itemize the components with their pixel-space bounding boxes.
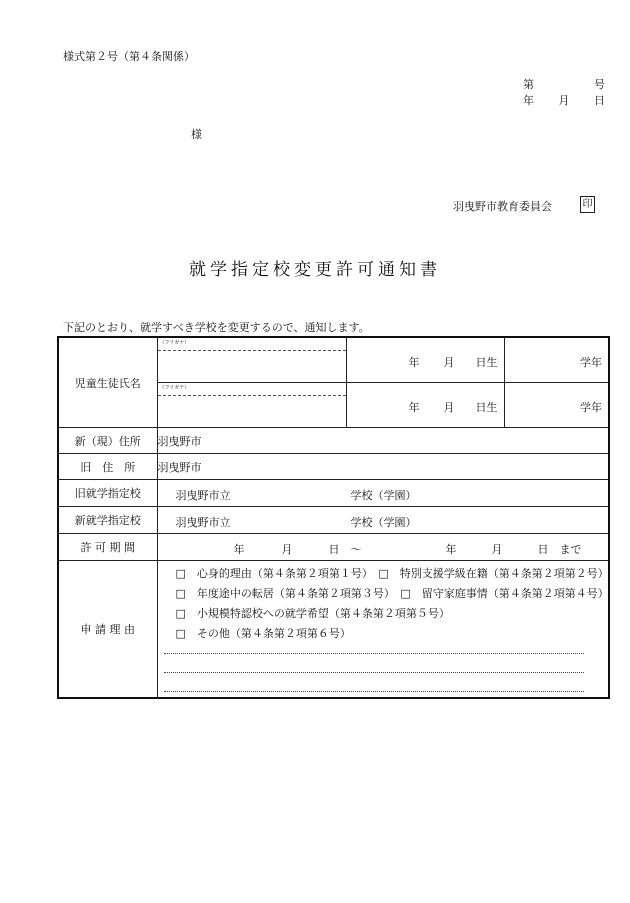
grade-label: 学年 [580,356,602,369]
old-school-prefix: 羽曳野市立 [175,489,231,502]
new-address-label: 新（現）住所 [58,428,157,454]
birth-day: 日生 [475,401,498,414]
period-start-year: 年 [233,543,245,556]
issue-day: 日 [594,94,605,107]
number-suffix: 号 [594,78,605,91]
period-end-year: 年 [445,543,457,556]
old-school-value[interactable] [157,480,609,507]
old-school-suffix: 学校（学園） [350,489,417,502]
period-end-day: 日 まで [537,543,582,556]
grade-field-1[interactable] [504,337,609,383]
new-school-suffix: 学校（学園） [350,516,417,529]
reason-writing-line[interactable] [164,672,585,673]
reason-options [157,561,609,699]
issue-month: 月 [558,94,570,107]
period-row [58,534,609,561]
intro-text: 下記のとおり、就学すべき学校を変更するので、通知します。 [63,321,370,334]
issue-year: 年 [523,94,534,107]
period-value[interactable] [157,534,609,561]
birth-day: 日生 [475,356,498,369]
furigana-label: （フリガナ） [159,340,190,346]
old-address-label: 旧 住 所 [58,454,157,480]
old-school-label: 旧就学指定校 [58,480,157,507]
period-start-day: 日 ～ [328,543,362,556]
reason-row [58,561,609,699]
period-start-month: 月 [281,543,293,556]
reason-writing-line[interactable] [164,691,585,692]
notice-table [57,336,610,699]
issue-date-line [523,92,605,108]
reason-writing-line[interactable] [164,653,585,654]
issuer-name: 羽曳野市教育委員会 [453,200,552,213]
number-prefix: 第 [523,78,534,91]
birthdate-field-2[interactable] [346,383,504,428]
old-school-row [58,480,609,507]
old-address-row [58,454,609,480]
new-address-value[interactable]: 羽曳野市 [157,428,609,454]
birth-month: 月 [443,401,455,414]
furigana-label: （フリガナ） [159,385,190,391]
new-school-row [58,507,609,534]
document-title: 就学指定校変更許可通知書 [189,260,441,280]
new-school-label: 新就学指定校 [58,507,157,534]
birth-month: 月 [443,356,455,369]
old-address-value[interactable]: 羽曳野市 [157,454,609,480]
new-school-prefix: 羽曳野市立 [175,516,231,529]
reason-line-3[interactable]: □ 小規模特認校への就学希望（第４条第２項第５号） [175,607,450,620]
document-number-line [523,76,605,92]
birthdate-field-1[interactable] [346,337,504,383]
period-label: 許 可 期 間 [58,534,157,561]
reason-line-2[interactable]: □ 年度途中の転居（第４条第２項第３号） □ 留守家庭事情（第４条第２項第４号） [175,587,609,600]
grade-field-2[interactable] [504,383,609,428]
reason-label: 申 請 理 由 [58,561,157,699]
reason-line-1[interactable]: □ 心身的理由（第４条第２項第１号） □ 特別支援学級在籍（第４条第２項第２号） [175,567,609,580]
student-name-field-2[interactable] [157,383,346,428]
student-row-1 [58,337,609,383]
new-school-value[interactable] [157,507,609,534]
form-number: 様式第２号（第４条関係） [63,50,195,63]
reason-line-4[interactable]: □ その他（第４条第２項第６号） [175,627,351,640]
student-name-field-1[interactable] [157,337,346,383]
furigana-divider [158,395,346,396]
student-name-label: 児童生徒氏名 [58,337,157,428]
seal-box: 印 [580,196,595,213]
birth-year: 年 [408,356,420,369]
addressee-honorific: 様 [191,128,202,141]
new-address-row [58,428,609,454]
grade-label: 学年 [580,401,602,414]
birth-year: 年 [408,401,420,414]
furigana-divider [158,350,346,351]
period-end-month: 月 [491,543,503,556]
